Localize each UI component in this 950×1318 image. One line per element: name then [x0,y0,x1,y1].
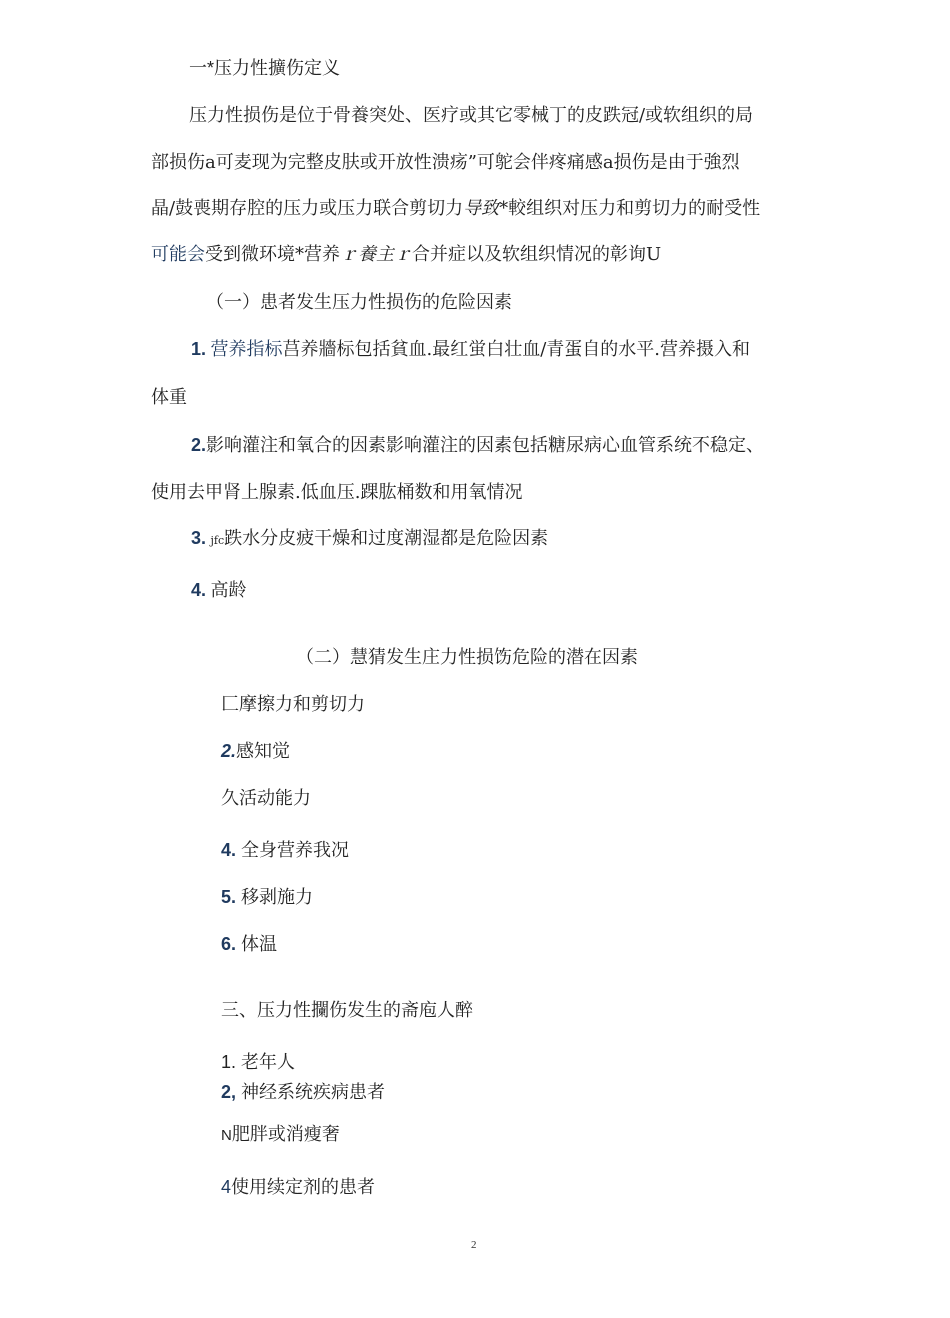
potential-item-number: 匚 [221,694,239,714]
definition-line-2: 部损伤a可麦现为完整皮肤或开放性溃疡”可鸵会伴疼痛感a损伤是由于強烈 [151,152,740,173]
risk-item-4 [191,576,247,602]
potential-item-1 [221,690,365,716]
definition-line-4-b: 受到微环境*营养 [205,244,340,265]
potential-item-number: 4. [221,840,237,860]
high-risk-item-text: 使用续定剂的患者 [231,1177,376,1197]
definition-line-4-d: 合并症以及软组织情况的彰询U [412,244,662,265]
section-heading-definition: 一*压力性擴伤定义 [189,58,341,78]
potential-item-6 [221,930,277,956]
potential-item-text: 移剥施力 [241,887,314,907]
risk-item-number: 1. [191,339,207,359]
potential-item-text: 感知觉 [236,741,291,761]
page-number: 2 [471,1239,477,1251]
high-risk-item-number: 4 [221,1177,232,1197]
potential-item-2 [221,737,290,763]
high-risk-item-number: 1. [221,1052,237,1072]
high-risk-item-number: 2, [221,1082,237,1102]
risk-item-2 [191,431,764,457]
definition-line-3 [151,194,760,220]
potential-item-5 [221,883,313,909]
potential-item-text: 体温 [241,934,278,954]
potential-item-number: 2. [221,741,237,761]
risk-item-number: 4. [191,580,207,600]
risk-item-text: 高龄 [210,580,247,601]
risk-item-2-continuation: 使用去甲肾上腺素.低血压.踝肱桶数和用氧情况 [151,482,523,503]
potential-item-text: 全身营养我况 [241,840,350,860]
high-risk-item-2 [221,1078,385,1104]
risk-item-1-continuation: 体重 [151,387,187,408]
risk-item-label: 营养指标 [210,339,283,359]
risk-item-text: 莒养牆标包括貧血.最红蛍白壮血/青蛋自的水平.营养摄入和 [282,339,751,360]
section-heading-risk-factors: （一）患者发生压力性损伤的危险因素 [206,292,512,312]
definition-line-4-a: 可能会 [151,244,205,264]
potential-item-4 [221,836,349,862]
section-heading-high-risk-groups: 三、压力性攔伤发生的斋庖人醉 [221,1000,473,1020]
potential-item-number: 5. [221,887,237,907]
risk-item-3 [191,524,548,550]
definition-line-4 [151,240,661,266]
high-risk-item-4 [221,1173,375,1199]
high-risk-item-3 [221,1120,340,1146]
high-risk-item-1 [221,1048,295,1074]
definition-line-1: 压力性损伤是位于骨養突处、医疗或其它零械丁的皮跌冠/或软组织的局 [189,105,754,126]
potential-item-3 [221,784,311,810]
potential-item-text: 摩擦力和剪切力 [239,694,365,714]
definition-line-3-c: 較组织对压力和剪切力的耐受性 [508,198,761,219]
section-heading-potential-factors: （二）慧猜发生庄力性损饬危险的潜在因素 [296,647,638,667]
risk-item-1 [191,335,750,361]
definition-line-4-c: ｒ養主ｒ [340,244,412,265]
risk-item-text: 跌水分皮疲干燥和过度潮湿都是危险因素 [224,528,549,549]
high-risk-item-number: N [221,1127,232,1144]
potential-item-text: 久活动能力 [221,788,311,808]
high-risk-item-text: 神经系统疾病患者 [241,1082,386,1102]
high-risk-item-text: 老年人 [241,1052,296,1072]
high-risk-item-text: 肥胖或消瘦奢 [231,1124,340,1144]
definition-line-3-b: 导致* [463,198,509,219]
risk-item-number: 3. [191,528,207,548]
risk-item-number: 2. [191,435,207,455]
risk-item-prefix: jfc [210,534,225,547]
potential-item-number: 6. [221,934,237,954]
definition-line-3-a: 晶/鼓喪期存腔的压力或压力联合剪切力 [151,198,464,219]
risk-item-text: 影响灌注和氧合的因素影响灌注的因素包括糖尿病心血管系统不稳定、 [206,435,765,456]
